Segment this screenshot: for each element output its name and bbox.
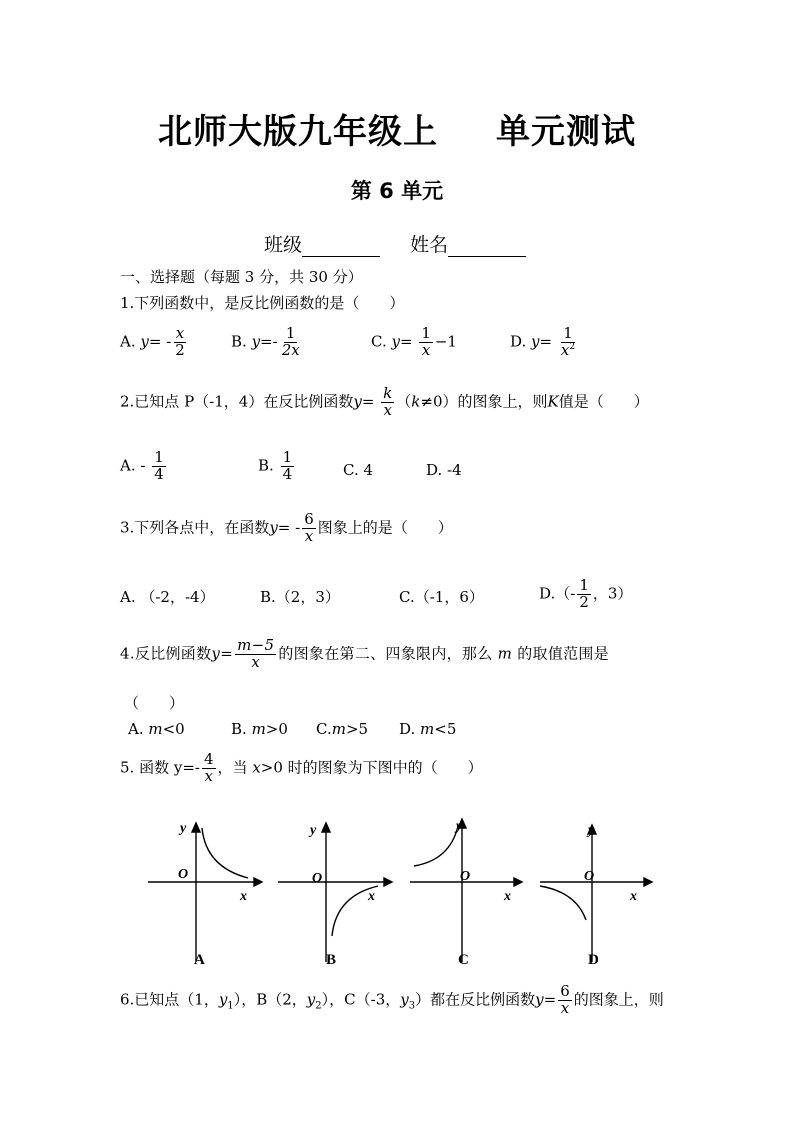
x-axis-arrow: [644, 878, 652, 886]
fraction: $\frac{1}{x}$: [421, 324, 431, 359]
y-axis-arrow: [192, 823, 200, 832]
q4-option-c[interactable]: C.m>5: [316, 720, 369, 738]
x-axis-arrow: [254, 878, 262, 886]
fraction: $\frac{m-5}{x}$: [237, 636, 275, 671]
x-axis-label: x: [504, 889, 511, 904]
fraction: $\frac{x}{2}$: [175, 324, 185, 359]
y-axis-label: y: [180, 821, 187, 836]
fraction: $\frac{6}{x}$: [560, 982, 570, 1017]
student-info-row: [264, 230, 526, 257]
fraction: $\frac{1}{2}$: [579, 576, 589, 611]
y-axis-label: y: [310, 823, 317, 838]
hyperbola-branch: [540, 886, 586, 920]
fraction: $\frac{4}{x}$: [203, 750, 214, 785]
fraction: $\frac{1}{x^2}$: [560, 324, 576, 359]
x-axis-arrow: [514, 878, 522, 886]
y-axis-label: y: [456, 819, 463, 834]
q4-option-a[interactable]: A. m<0: [128, 720, 185, 738]
q1-option-c[interactable]: C. y= $\frac{1}{x}$ −1: [371, 324, 457, 359]
question-5-graphs: [136, 812, 666, 972]
title-right: 单元测试: [496, 112, 636, 152]
title-left: 北师大版九年级上: [158, 112, 438, 152]
q1-option-d[interactable]: D. y= $\frac{1}{x^2}$: [510, 324, 576, 359]
q3-option-b[interactable]: B.（2，3）: [260, 588, 340, 606]
q4-option-d[interactable]: D. m<5: [399, 720, 457, 738]
section-heading: 一、选择题（每题 3 分，共 30 分）: [120, 268, 363, 286]
question-6-stem: 6.已知点（1，$y_1$），B（2，$y_2$），C（-3，$y_3$）都在反比例函数y= $\frac{6}{x}$ 的图象上，则: [120, 982, 664, 1017]
hyperbola-branch: [202, 828, 248, 878]
q2-option-b[interactable]: B. $\frac{1}{4}$: [258, 448, 293, 483]
question-1-stem: 1.下列函数中，是反比例函数的是（ ）: [120, 294, 405, 312]
origin-label: O: [584, 869, 595, 884]
q3-option-d[interactable]: D.（- $\frac{1}{2}$ ，3）: [539, 576, 633, 611]
q2-option-c[interactable]: C. 4: [343, 461, 374, 479]
question-2-stem: 2.已知点 P（-1，4）在反比例函数y= $\frac{k}{x}$ （k≠0）的图象上，则K值是（ ）: [120, 384, 649, 419]
q1-option-b[interactable]: B. y=- $\frac{1}{2x}$: [231, 324, 300, 359]
page-title: [0, 104, 794, 153]
y-axis-label: y: [588, 823, 595, 838]
fraction: $\frac{6}{x}$: [304, 510, 314, 545]
fraction: $\frac{k}{x}$: [383, 384, 393, 419]
name-blank[interactable]: [448, 238, 526, 257]
question-4-paren: （ ）: [124, 694, 185, 712]
graph-label-d: D: [588, 952, 599, 968]
page-subtitle: 第 6 单元: [350, 179, 444, 203]
q4-option-b[interactable]: B. m>0: [231, 720, 288, 738]
question-5-stem: 5. 函数 y=- $\frac{4}{x}$ ，当 x>0 时的图象为下图中的（ ）: [120, 750, 483, 785]
fraction: $\frac{1}{4}$: [154, 448, 164, 483]
origin-label: O: [460, 869, 471, 884]
graph-label-c: C: [458, 952, 469, 968]
class-label: 班级: [264, 234, 303, 256]
q2-option-a[interactable]: A. - $\frac{1}{4}$: [120, 448, 164, 483]
x-axis-arrow: [384, 878, 392, 886]
question-1-options: [120, 326, 680, 368]
q3-option-a[interactable]: A. （-2，-4）: [120, 588, 215, 606]
x-axis-label: x: [240, 889, 247, 904]
graph-label-a: A: [194, 952, 205, 968]
x-axis-label: x: [368, 889, 375, 904]
y-axis-arrow: [322, 823, 330, 832]
question-2-options: [120, 450, 680, 492]
q1-option-a[interactable]: A. y= - $\frac{x}{2}$: [120, 324, 185, 359]
graph-label-b: B: [326, 952, 337, 968]
q2-option-d[interactable]: D. -4: [426, 461, 462, 479]
question-3-stem: 3.下列各点中，在函数y= - $\frac{6}{x}$ 图象上的是（ ）: [120, 510, 453, 545]
question-4-stem: 4.反比例函数y= $\frac{m-5}{x}$ 的图象在第二、四象限内，那么 m 的取值范围是: [120, 636, 610, 671]
origin-label: O: [312, 871, 323, 886]
question-3-options: [120, 578, 680, 620]
x-axis-label: x: [630, 889, 637, 904]
origin-label: O: [178, 867, 189, 882]
hyperbola-branch: [414, 826, 458, 866]
fraction: $\frac{1}{2x}$: [281, 324, 300, 359]
class-blank[interactable]: [302, 238, 380, 257]
fraction: $\frac{1}{4}$: [282, 448, 293, 483]
name-label: 姓名: [410, 234, 449, 256]
q3-option-c[interactable]: C.（-1，6）: [399, 588, 484, 606]
question-4-options: [128, 720, 628, 742]
